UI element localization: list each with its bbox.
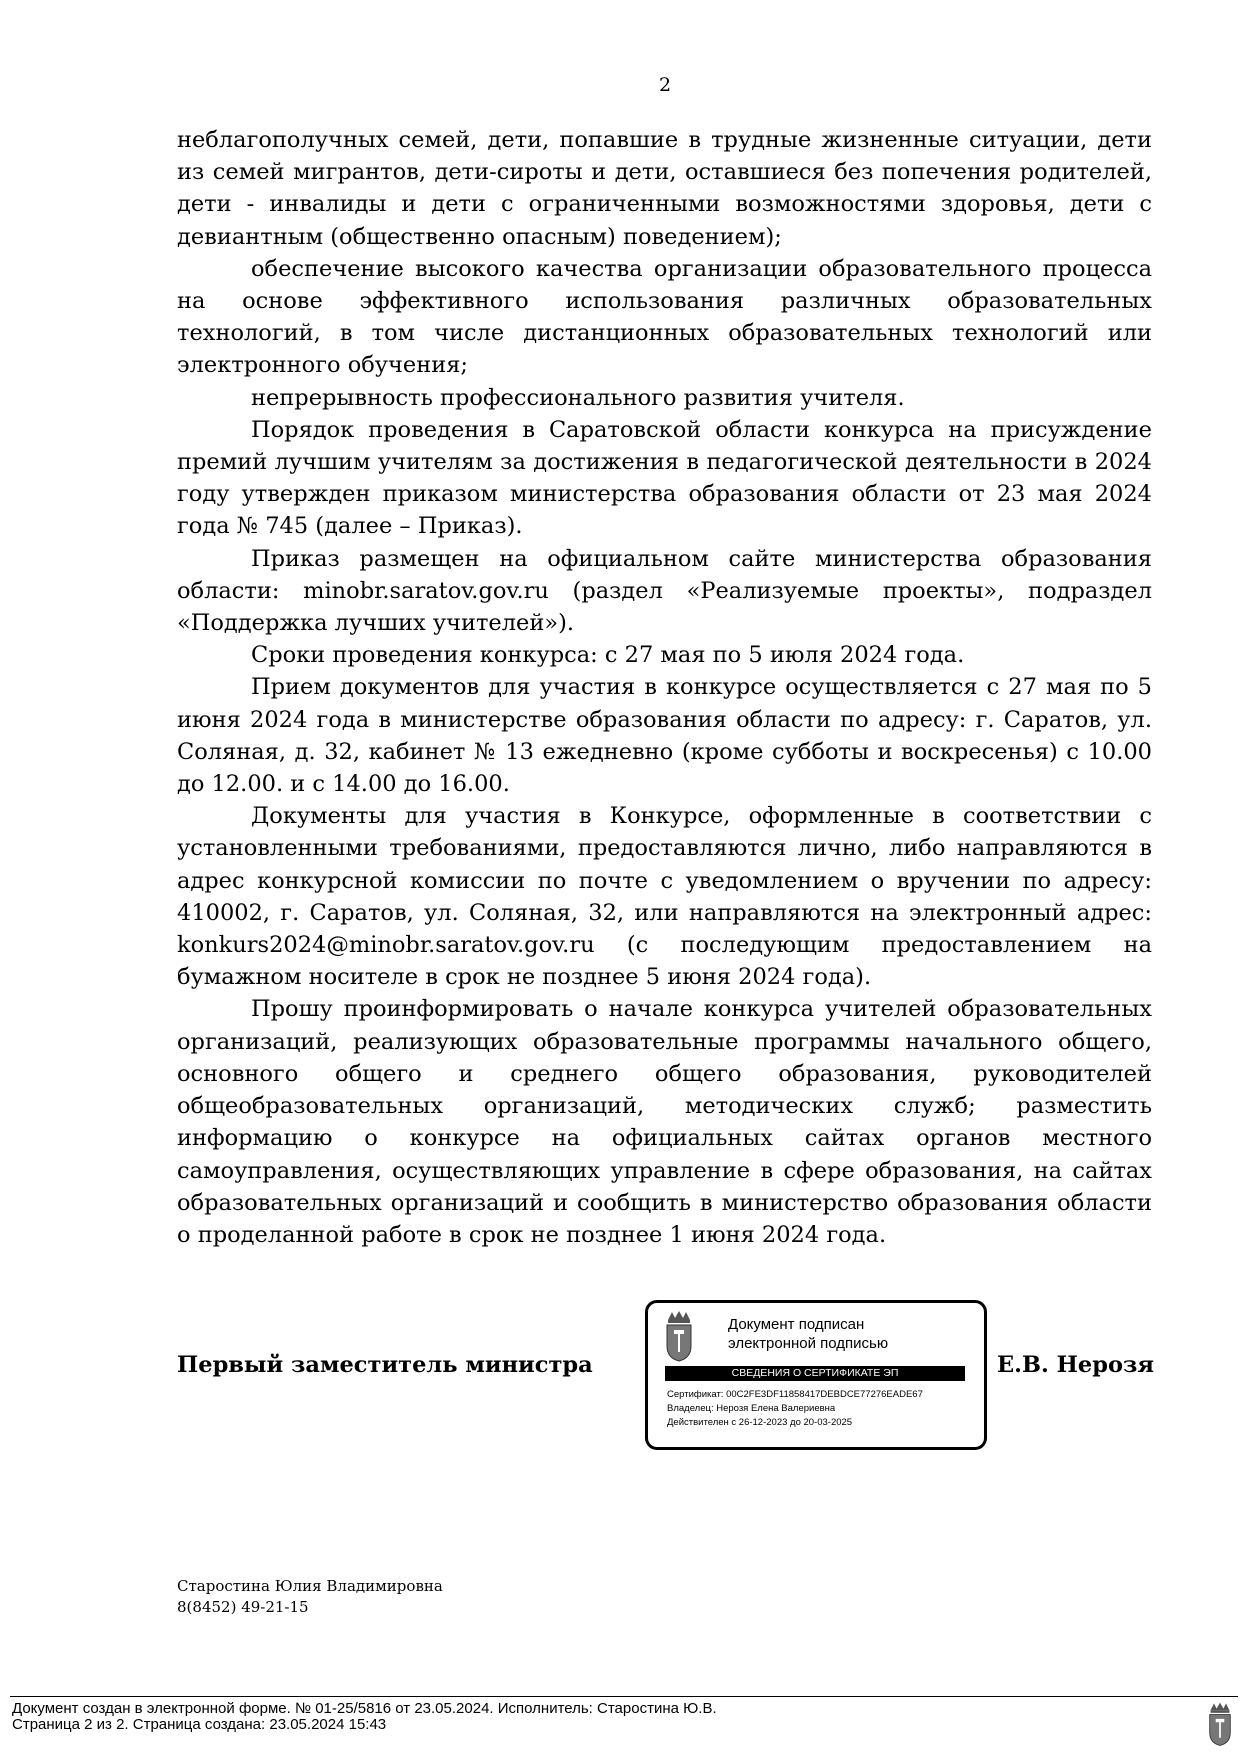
paragraph: обеспечение высокого качества организации образовательного процесса на основе эффективного использования различных образовательных технологий, в том числе дистанционных образовательных технологий или электронного обучения; bbox=[177, 255, 1152, 379]
coat-of-arms-icon bbox=[665, 1310, 693, 1362]
footer-line: Страница 2 из 2. Страница создана: 23.05.2024 15:43 bbox=[12, 1716, 387, 1733]
coat-of-arms-icon bbox=[1208, 1701, 1232, 1747]
stamp-line: Документ подписан bbox=[728, 1316, 865, 1333]
page-number: 2 bbox=[658, 74, 672, 96]
certificate-number: Сертификат: 00C2FE3DF11858417DEBDCE77276EADE67 bbox=[667, 1389, 923, 1400]
certificate-info-bar: СВЕДЕНИЯ О СЕРТИФИКАТЕ ЭП bbox=[665, 1366, 965, 1381]
electronic-signature-stamp bbox=[645, 1300, 987, 1450]
paragraph: Сроки проведения конкурса: с 27 мая по 5 июля 2024 года. bbox=[251, 642, 965, 669]
footer-line: Документ создан в электронной форме. № 01-25/5816 от 23.05.2024. Исполнитель: Старостина Ю.В. bbox=[12, 1700, 717, 1717]
executor-info bbox=[177, 1576, 443, 1618]
certificate-validity: Действителен с 26-12-2023 до 20-03-2025 bbox=[667, 1417, 853, 1428]
document-footer bbox=[12, 1701, 717, 1733]
executor-name: Старостина Юлия Владимировна bbox=[177, 1577, 443, 1595]
stamp-line: электронной подписью bbox=[728, 1335, 889, 1352]
paragraph: Документы для участия в Конкурсе, оформленные в соответствии с установленными требованиями, предоставляются лично, либо направляются в адрес конкурсной комиссии по почте с уведомлением о вручении по адресу: 410002, г. Саратов, ул. Соляная, 32, или направляются на электронный адрес: konkurs2024@minobr.saratov.gov.ru (с последующим предоставлением на бумажном носителе в срок не позднее 5 июня 2024 года). bbox=[177, 803, 1152, 991]
executor-phone: 8(8452) 49-21-15 bbox=[177, 1598, 309, 1616]
paragraph: Прошу проинформировать о начале конкурса учителей образовательных организаций, реализующих образовательные программы начального общего, основного общего и среднего общего образования, руководителей общеобразовательных организаций, методических служб; разместить информацию о конкурсе на официальных сайтах органов местного самоуправления, осуществляющих управление в сфере образования, на сайтах образовательных организаций и сообщить в министерство образования области о проделанной работе в срок не позднее 1 июня 2024 года. bbox=[177, 996, 1152, 1248]
stamp-header bbox=[728, 1315, 888, 1353]
certificate-details bbox=[667, 1388, 923, 1430]
paragraph: Прием документов для участия в конкурсе осуществляется с 27 мая по 5 июня 2024 года в министерстве образования области по адресу: г. Саратов, ул. Соляная, д. 32, кабинет № 13 ежедневно (кроме субботы и воскресенья) с 10.00 до 12.00. и с 14.00 до 16.00. bbox=[177, 674, 1152, 798]
certificate-owner: Владелец: Нерозя Елена Валериевна bbox=[667, 1403, 836, 1414]
footer-divider bbox=[10, 1696, 1238, 1697]
signatory-name: Е.В. Нерозя bbox=[997, 1352, 1154, 1378]
signature-block bbox=[0, 1300, 1240, 1452]
paragraph: непрерывность профессионального развития учителя. bbox=[251, 384, 905, 411]
paragraph: неблагополучных семей, дети, попавшие в трудные жизненные ситуации, дети из семей мигрантов, дети-сироты и дети, оставшиеся без попечения родителей, дети - инвалиды и дети с ограниченными возможностями здоровья, дети с девиантным (общественно опасным) поведением); bbox=[177, 127, 1152, 250]
letter-body bbox=[177, 124, 1152, 1251]
signatory-title: Первый заместитель министра bbox=[177, 1352, 593, 1378]
paragraph: Приказ размещен на официальном сайте министерства образования области: minobr.saratov.gov.ru (раздел «Реализуемые проекты», подраздел «Поддержка лучших учителей»). bbox=[177, 545, 1152, 637]
paragraph: Порядок проведения в Саратовской области конкурса на присуждение премий лучшим учителям за достижения в педагогической деятельности в 2024 году утвержден приказом министерства образования области от 23 мая 2024 года № 745 (далее – Приказ). bbox=[177, 416, 1152, 540]
